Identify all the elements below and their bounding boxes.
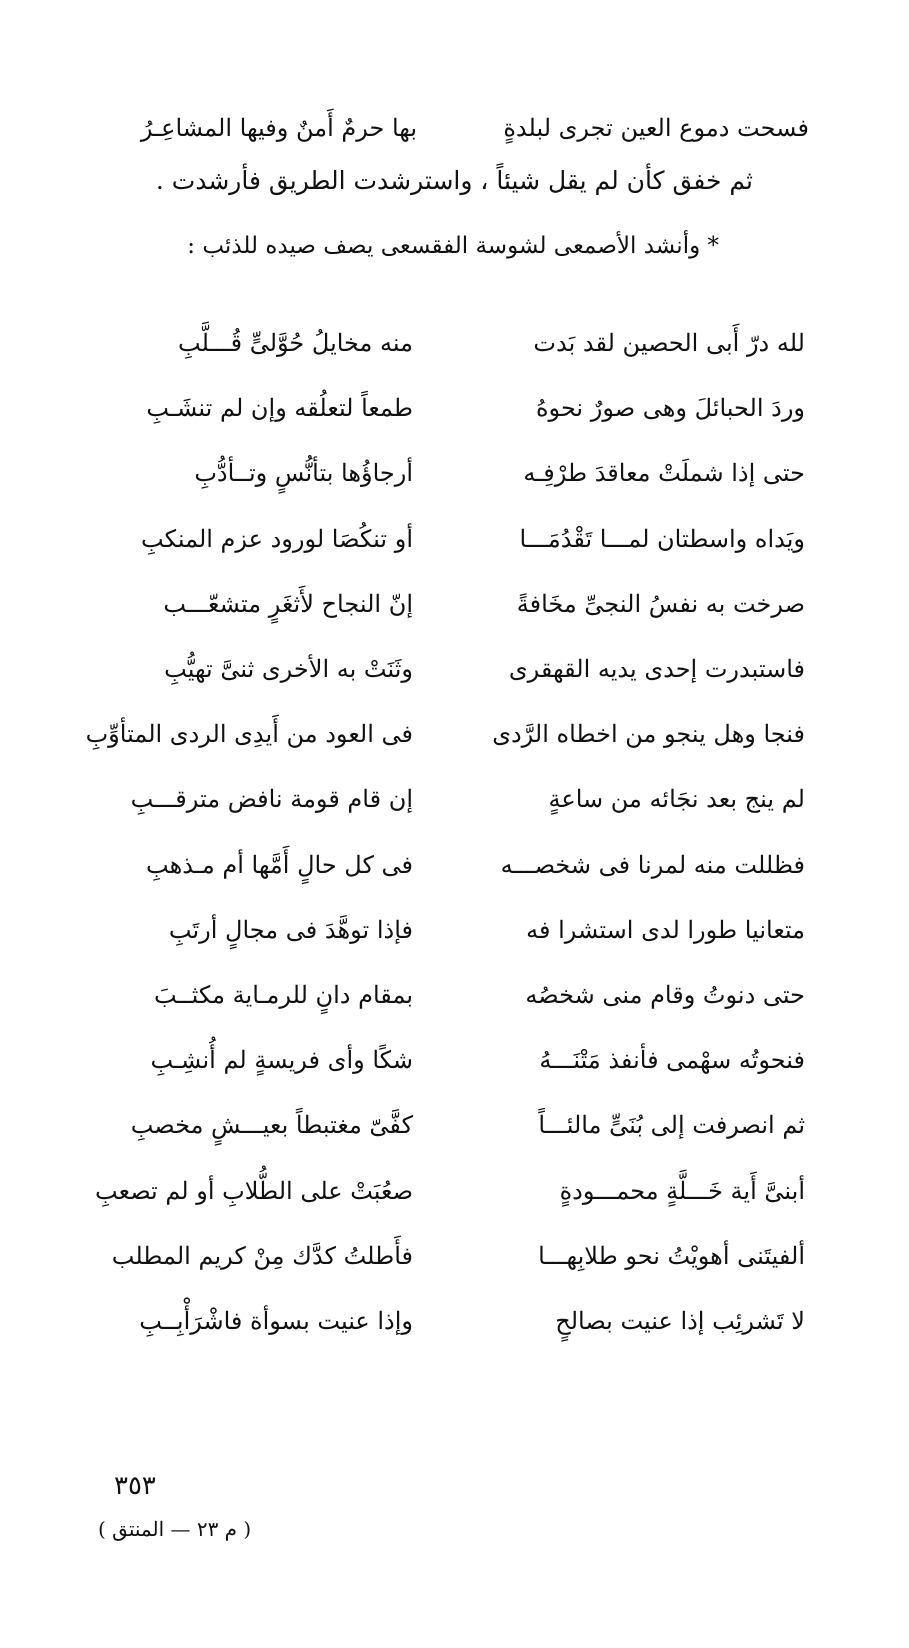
verse-second-hemistich: فإذا توهَّدَ فى مجالٍ أرتَبِ: [168, 916, 413, 944]
poem-verse: [0, 1234, 909, 1278]
verse-first-hemistich: متعانيا طورا لدى استشرا فه: [526, 916, 805, 944]
verse-second-hemistich: فى العود من أَيدِى الردى المتأوِّبِ: [85, 720, 413, 748]
verse-first-hemistich: فنجا وهل ينجو من اخطاه الرَّدى: [492, 720, 805, 748]
poem-verse: [0, 777, 909, 821]
poem-verse: [0, 1103, 909, 1147]
verse-first-hemistich: لا تَشرئِب إذا عنيت بصالحٍ: [555, 1307, 805, 1335]
verse-first-hemistich: ويَداه واسطتان لمـــا تَقْدُمَـــا: [519, 525, 805, 553]
verse-second-hemistich: طمعاً لتعلُقه وإن لم تنشَـبِ: [146, 394, 413, 422]
verse-second-hemistich: صعُبَتْ على الطُّلابِ أو لم تصعبِ: [95, 1177, 413, 1205]
verse-first-hemistich: فظللت منه لمرنا فى شخصـــه: [500, 851, 805, 879]
verse-first-hemistich: ألفيتَنى أهويْتُ نحو طلابِهـــا: [538, 1242, 805, 1270]
verse-first-hemistich: وردَ الحبائلَ وهى صورٌ نحوهُ: [535, 394, 805, 422]
poem-verse: [0, 1038, 909, 1082]
page-number: ٣٥٣: [114, 1471, 156, 1501]
poem-verse: [0, 712, 909, 756]
verse-second-hemistich: فى كل حالٍ أَمَّها أم مـذهبِ: [146, 851, 413, 879]
poem-verse: [0, 582, 909, 626]
verse-first-hemistich: فاستبدرت إحدى يديه القهقرى: [508, 655, 805, 683]
prose-line-2: * وأنشد الأصمعى لشوسة الفقسعى يصف صيده للذئب :: [187, 233, 719, 259]
poem-verse: [0, 321, 909, 365]
verse-first-hemistich: فنحوتُه سهْمى فأنفذ مَتْنَـــهُ: [539, 1046, 805, 1074]
poem-verse: [0, 843, 909, 887]
prose-line-1: ثم خفق كأن لم يقل شيئاً ، واسترشدت الطريق فأرشدت .: [155, 166, 753, 195]
poem-verse: [0, 386, 909, 430]
verse-first-hemistich: ثم انصرفت إلى بُنَىٍّ مالئـــاً: [538, 1111, 805, 1139]
verse-first-hemistich: لله درّ أَبى الحصين لقد بَدت: [533, 329, 805, 357]
verse-first-hemistich: أبنىَّ أَية خَـــلَّةٍ محمـــودةٍ: [559, 1177, 805, 1205]
poem-verse: [0, 973, 909, 1017]
verse-second-hemistich: بمقام دانٍ للرمـاية مكثــبَ: [154, 981, 413, 1009]
verse-second-hemistich: وإذا عنيت بسوأة فاشْرَأْبِــبِ: [139, 1307, 413, 1335]
verse-first-hemistich: فسحت دموع العين تجرى لبلدةٍ: [503, 114, 809, 142]
poem-verse: [0, 1299, 909, 1343]
verse-second-hemistich: إن قام قومة نافض مترقـــبِ: [130, 785, 413, 813]
verse-first-hemistich: حتى إذا شملَتْ معاقدَ طرْفِـه: [523, 459, 805, 487]
poem-verse: [0, 451, 909, 495]
verse-second-hemistich: أرجاؤُها بتأنُّسٍ وتــأدُّبِ: [194, 459, 413, 487]
verse-first-hemistich: لم ينج بعد نجَائه من ساعةٍ: [548, 785, 805, 813]
verse-first-hemistich: حتى دنوتُ وقام منى شخصُه: [525, 981, 805, 1009]
verse-second-hemistich: شكًا وأى فريسةٍ لم أُنشِـبِ: [150, 1046, 413, 1074]
verse-second-hemistich: وثَنَتْ به الأخرى ثنىَّ تهيُّبِ: [164, 655, 413, 683]
poem-verse: [0, 908, 909, 952]
verse-second-hemistich: أو تنكُصَا لورود عزم المنكبِ: [141, 525, 413, 553]
printer-signature: ( م ٢٣ — المنتق ): [98, 1517, 252, 1541]
poem-verse: [0, 517, 909, 561]
verse-first-hemistich: صرخت به نفسُ النجىِّ مخَافةً: [516, 590, 805, 618]
verse-second-hemistich: منه مخايلُ حُوَّلىٍّ قُـــلَّبِ: [178, 329, 413, 357]
verse-second-hemistich: إنّ النجاح لأَثغَرٍ متشعّـــب: [163, 590, 413, 618]
intro-verse: [0, 106, 909, 150]
poem-verse: [0, 1169, 909, 1213]
verse-second-hemistich: فأَطلتُ كدَّك مِنْ كريم المطلب: [111, 1242, 413, 1270]
verse-second-hemistich: كفَّىّ مغتبطاً بعيـــشٍ مخصبِ: [130, 1111, 413, 1139]
verse-second-hemistich: بها حرمٌ أَمنٌ وفيها المشاعِـرُ: [140, 114, 417, 142]
poem-verse: [0, 647, 909, 691]
